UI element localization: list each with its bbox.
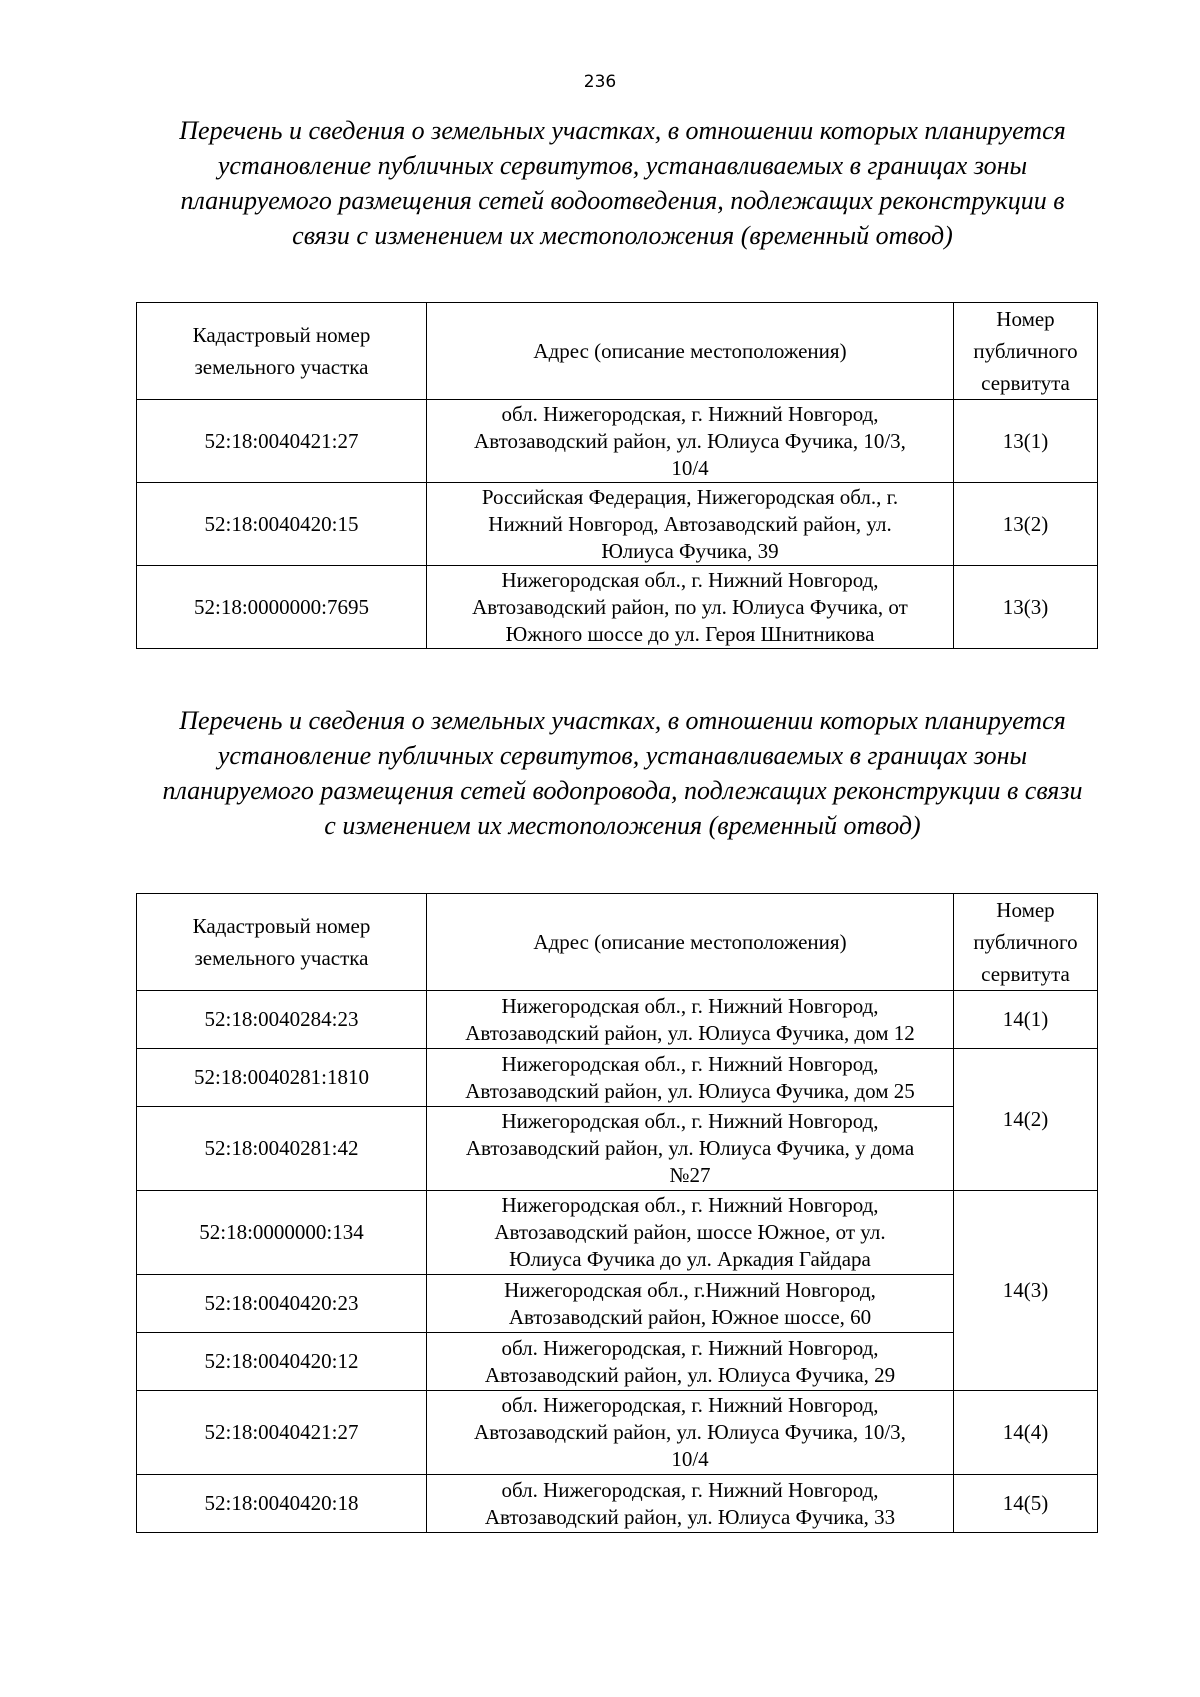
cadastral-cell: 52:18:0040420:15 bbox=[137, 483, 427, 566]
header-address: Адрес (описание местоположения) bbox=[427, 894, 954, 991]
table-header-row bbox=[137, 303, 1098, 400]
table-1-heading bbox=[110, 113, 1135, 253]
cadastral-cell: 52:18:0040421:27 bbox=[137, 400, 427, 483]
heading-line: связи с изменением их местоположения (временный отвод) bbox=[292, 221, 953, 250]
easement-cell: 14(4) bbox=[954, 1391, 1098, 1475]
header-address: Адрес (описание местоположения) bbox=[427, 303, 954, 400]
table-row bbox=[137, 1049, 1098, 1107]
table-row bbox=[137, 566, 1098, 649]
cadastral-cell: 52:18:0040420:12 bbox=[137, 1333, 427, 1391]
page-number: 236 bbox=[583, 72, 617, 92]
table-row bbox=[137, 1333, 1098, 1391]
table-row bbox=[137, 1275, 1098, 1333]
address-cell: Нижегородская обл., г. Нижний Новгород, Автозаводский район, по ул. Юлиуса Фучика, от Южного шоссе до ул. Героя Шнитникова bbox=[427, 566, 954, 649]
table-row bbox=[137, 1391, 1098, 1475]
heading-line: планируемого размещения сетей водопровода, подлежащих реконструкции в связи bbox=[162, 776, 1083, 805]
header-cadastral: Кадастровый номер земельного участка bbox=[137, 303, 427, 400]
easement-cell: 14(2) bbox=[954, 1049, 1098, 1191]
cadastral-cell: 52:18:0040284:23 bbox=[137, 991, 427, 1049]
address-cell: Нижегородская обл., г. Нижний Новгород, Автозаводский район, шоссе Южное, от ул. Юлиуса Фучика до ул. Аркадия Гайдара bbox=[427, 1191, 954, 1275]
table-row bbox=[137, 400, 1098, 483]
header-easement: Номер публичного сервитута bbox=[954, 894, 1098, 991]
easement-cell: 13(1) bbox=[954, 400, 1098, 483]
table-row bbox=[137, 991, 1098, 1049]
cadastral-cell: 52:18:0000000:7695 bbox=[137, 566, 427, 649]
table-row bbox=[137, 483, 1098, 566]
address-cell: Нижегородская обл., г. Нижний Новгород, Автозаводский район, ул. Юлиуса Фучика, дом 25 bbox=[427, 1049, 954, 1107]
table-2-heading bbox=[110, 703, 1135, 843]
heading-line: установление публичных сервитутов, устанавливаемых в границах зоны bbox=[217, 741, 1028, 770]
table-row bbox=[137, 1107, 1098, 1191]
address-cell: обл. Нижегородская, г. Нижний Новгород, Автозаводский район, ул. Юлиуса Фучика, 33 bbox=[427, 1475, 954, 1533]
table-row bbox=[137, 1475, 1098, 1533]
address-cell: Российская Федерация, Нижегородская обл., г. Нижний Новгород, Автозаводский район, ул. Юлиуса Фучика, 39 bbox=[427, 483, 954, 566]
easement-table-water bbox=[136, 893, 1098, 1533]
address-cell: обл. Нижегородская, г. Нижний Новгород, Автозаводский район, ул. Юлиуса Фучика, 29 bbox=[427, 1333, 954, 1391]
cadastral-cell: 52:18:0000000:134 bbox=[137, 1191, 427, 1275]
cadastral-cell: 52:18:0040421:27 bbox=[137, 1391, 427, 1475]
easement-cell: 14(3) bbox=[954, 1191, 1098, 1391]
easement-cell: 13(3) bbox=[954, 566, 1098, 649]
header-cadastral: Кадастровый номер земельного участка bbox=[137, 894, 427, 991]
address-cell: обл. Нижегородская, г. Нижний Новгород, Автозаводский район, ул. Юлиуса Фучика, 10/3, 10/4 bbox=[427, 1391, 954, 1475]
heading-line: планируемого размещения сетей водоотведения, подлежащих реконструкции в bbox=[180, 186, 1065, 215]
cadastral-cell: 52:18:0040420:23 bbox=[137, 1275, 427, 1333]
address-cell: Нижегородская обл., г. Нижний Новгород, Автозаводский район, ул. Юлиуса Фучика, дом 12 bbox=[427, 991, 954, 1049]
easement-cell: 14(5) bbox=[954, 1475, 1098, 1533]
heading-line: установление публичных сервитутов, устанавливаемых в границах зоны bbox=[217, 151, 1028, 180]
table-header-row bbox=[137, 894, 1098, 991]
easement-cell: 13(2) bbox=[954, 483, 1098, 566]
cadastral-cell: 52:18:0040420:18 bbox=[137, 1475, 427, 1533]
table-row bbox=[137, 1191, 1098, 1275]
easement-table-sewer bbox=[136, 302, 1098, 649]
heading-line: с изменением их местоположения (временный отвод) bbox=[324, 811, 921, 840]
cadastral-cell: 52:18:0040281:42 bbox=[137, 1107, 427, 1191]
address-cell: Нижегородская обл., г.Нижний Новгород, Автозаводский район, Южное шоссе, 60 bbox=[427, 1275, 954, 1333]
cadastral-cell: 52:18:0040281:1810 bbox=[137, 1049, 427, 1107]
header-easement: Номер публичного сервитута bbox=[954, 303, 1098, 400]
easement-cell: 14(1) bbox=[954, 991, 1098, 1049]
address-cell: обл. Нижегородская, г. Нижний Новгород, Автозаводский район, ул. Юлиуса Фучика, 10/3, 10/4 bbox=[427, 400, 954, 483]
address-cell: Нижегородская обл., г. Нижний Новгород, Автозаводский район, ул. Юлиуса Фучика, у дома №27 bbox=[427, 1107, 954, 1191]
heading-line: Перечень и сведения о земельных участках, в отношении которых планируется bbox=[179, 116, 1066, 145]
heading-line: Перечень и сведения о земельных участках, в отношении которых планируется bbox=[179, 706, 1066, 735]
